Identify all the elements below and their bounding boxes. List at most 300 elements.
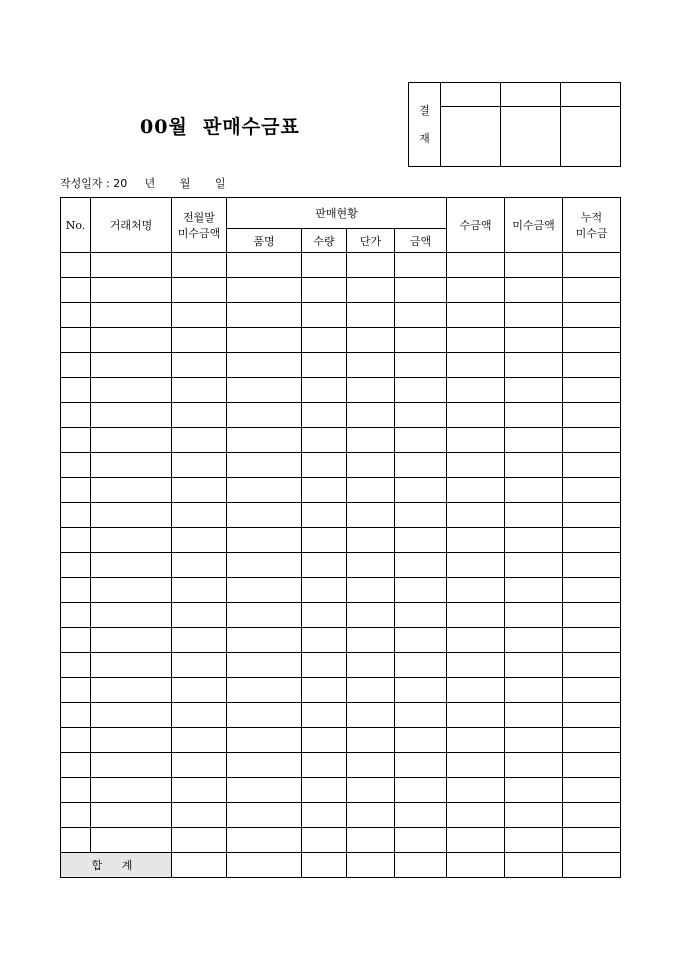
table-row xyxy=(61,428,621,453)
cell-no[interactable] xyxy=(61,428,91,453)
cell-unit-price[interactable] xyxy=(347,603,395,628)
cell-collected[interactable] xyxy=(447,603,505,628)
cell-no[interactable] xyxy=(61,828,91,853)
cell-client[interactable] xyxy=(91,578,172,603)
cell-no[interactable] xyxy=(61,603,91,628)
cell-amount[interactable] xyxy=(395,803,447,828)
cell-prev-outstanding[interactable] xyxy=(172,703,227,728)
cell-qty[interactable] xyxy=(302,328,347,353)
cell-qty[interactable] xyxy=(302,503,347,528)
page-title: 00월 판매수금표 xyxy=(140,116,300,138)
header-no: No. xyxy=(61,198,91,253)
table-row xyxy=(61,653,621,678)
table-row xyxy=(61,503,621,528)
cell-no[interactable] xyxy=(61,328,91,353)
cell-unit-price[interactable] xyxy=(347,728,395,753)
sales-collection-table xyxy=(60,197,621,878)
cell-unit-price[interactable] xyxy=(347,653,395,678)
cell-unit-price[interactable] xyxy=(347,678,395,703)
cell-no[interactable] xyxy=(61,253,91,278)
approver-sign-cell-2[interactable] xyxy=(501,107,561,167)
cell-item[interactable] xyxy=(227,353,302,378)
cell-prev-outstanding[interactable] xyxy=(172,253,227,278)
table-row xyxy=(61,403,621,428)
cell-amount[interactable] xyxy=(395,553,447,578)
cell-qty[interactable] xyxy=(302,628,347,653)
cell-item[interactable] xyxy=(227,553,302,578)
approver-title-cell-1[interactable] xyxy=(441,83,501,107)
header-qty: 수량 xyxy=(302,229,347,253)
cell-no[interactable] xyxy=(61,678,91,703)
cell-collected[interactable] xyxy=(447,553,505,578)
header-prev-outstanding xyxy=(172,198,227,253)
cell-unit-price[interactable] xyxy=(347,328,395,353)
cell-collected[interactable] xyxy=(447,728,505,753)
cell-amount[interactable] xyxy=(395,278,447,303)
cell-amount[interactable] xyxy=(395,653,447,678)
cell-item[interactable] xyxy=(227,378,302,403)
total-cell[interactable] xyxy=(172,853,227,878)
cell-qty[interactable] xyxy=(302,653,347,678)
cell-prev-outstanding[interactable] xyxy=(172,353,227,378)
cell-amount[interactable] xyxy=(395,303,447,328)
cell-cumulative[interactable] xyxy=(563,628,621,653)
cell-amount[interactable] xyxy=(395,378,447,403)
cell-collected[interactable] xyxy=(447,628,505,653)
cell-qty[interactable] xyxy=(302,453,347,478)
cell-collected[interactable] xyxy=(447,828,505,853)
cell-unit-price[interactable] xyxy=(347,553,395,578)
cell-outstanding[interactable] xyxy=(505,378,563,403)
cell-prev-outstanding[interactable] xyxy=(172,303,227,328)
cell-cumulative[interactable] xyxy=(563,578,621,603)
cell-cumulative[interactable] xyxy=(563,553,621,578)
table-row xyxy=(61,278,621,303)
cell-amount[interactable] xyxy=(395,628,447,653)
cell-outstanding[interactable] xyxy=(505,753,563,778)
cell-cumulative[interactable] xyxy=(563,278,621,303)
cell-unit-price[interactable] xyxy=(347,428,395,453)
cell-cumulative[interactable] xyxy=(563,528,621,553)
cell-no[interactable] xyxy=(61,753,91,778)
cell-item[interactable] xyxy=(227,428,302,453)
header-prev-line1: 전월말 xyxy=(183,211,215,224)
cell-client[interactable] xyxy=(91,628,172,653)
cell-prev-outstanding[interactable] xyxy=(172,828,227,853)
cell-outstanding[interactable] xyxy=(505,403,563,428)
cell-no[interactable] xyxy=(61,653,91,678)
cell-amount[interactable] xyxy=(395,528,447,553)
cell-item[interactable] xyxy=(227,728,302,753)
cell-prev-outstanding[interactable] xyxy=(172,728,227,753)
cell-prev-outstanding[interactable] xyxy=(172,503,227,528)
cell-collected[interactable] xyxy=(447,278,505,303)
cell-unit-price[interactable] xyxy=(347,578,395,603)
cell-qty[interactable] xyxy=(302,353,347,378)
table-row xyxy=(61,828,621,853)
cell-amount[interactable] xyxy=(395,778,447,803)
cell-unit-price[interactable] xyxy=(347,828,395,853)
cell-qty[interactable] xyxy=(302,728,347,753)
cell-qty[interactable] xyxy=(302,828,347,853)
cell-prev-outstanding[interactable] xyxy=(172,378,227,403)
cell-item[interactable] xyxy=(227,503,302,528)
cell-no[interactable] xyxy=(61,278,91,303)
cell-unit-price[interactable] xyxy=(347,503,395,528)
cell-client[interactable] xyxy=(91,328,172,353)
cell-qty[interactable] xyxy=(302,803,347,828)
cell-client[interactable] xyxy=(91,453,172,478)
cell-item[interactable] xyxy=(227,253,302,278)
cell-amount[interactable] xyxy=(395,703,447,728)
cell-collected[interactable] xyxy=(447,453,505,478)
cell-unit-price[interactable] xyxy=(347,278,395,303)
cell-unit-price[interactable] xyxy=(347,803,395,828)
cell-no[interactable] xyxy=(61,378,91,403)
cell-client[interactable] xyxy=(91,728,172,753)
cell-prev-outstanding[interactable] xyxy=(172,603,227,628)
cell-qty[interactable] xyxy=(302,553,347,578)
cell-unit-price[interactable] xyxy=(347,403,395,428)
cell-collected[interactable] xyxy=(447,803,505,828)
cell-item[interactable] xyxy=(227,578,302,603)
cell-cumulative[interactable] xyxy=(563,503,621,528)
cell-unit-price[interactable] xyxy=(347,528,395,553)
cell-item[interactable] xyxy=(227,403,302,428)
cell-prev-outstanding[interactable] xyxy=(172,578,227,603)
cell-collected[interactable] xyxy=(447,653,505,678)
cell-qty[interactable] xyxy=(302,303,347,328)
total-cell[interactable] xyxy=(302,853,347,878)
cell-cumulative[interactable] xyxy=(563,328,621,353)
cell-unit-price[interactable] xyxy=(347,353,395,378)
cell-amount[interactable] xyxy=(395,678,447,703)
cell-collected[interactable] xyxy=(447,428,505,453)
table-row xyxy=(61,353,621,378)
cell-no[interactable] xyxy=(61,353,91,378)
cell-no[interactable] xyxy=(61,578,91,603)
table-row xyxy=(61,578,621,603)
cell-cumulative[interactable] xyxy=(563,403,621,428)
cell-no[interactable] xyxy=(61,453,91,478)
cell-collected[interactable] xyxy=(447,703,505,728)
cell-client[interactable] xyxy=(91,528,172,553)
cell-item[interactable] xyxy=(227,753,302,778)
cell-qty[interactable] xyxy=(302,478,347,503)
cell-amount[interactable] xyxy=(395,253,447,278)
cell-prev-outstanding[interactable] xyxy=(172,278,227,303)
cell-outstanding[interactable] xyxy=(505,678,563,703)
cell-no[interactable] xyxy=(61,303,91,328)
cell-outstanding[interactable] xyxy=(505,503,563,528)
cell-amount[interactable] xyxy=(395,828,447,853)
table-row xyxy=(61,753,621,778)
cell-no[interactable] xyxy=(61,628,91,653)
header-cumulative xyxy=(563,198,621,253)
approval-box xyxy=(408,82,621,167)
cell-cumulative[interactable] xyxy=(563,378,621,403)
cell-item[interactable] xyxy=(227,453,302,478)
cell-qty[interactable] xyxy=(302,753,347,778)
cell-item[interactable] xyxy=(227,653,302,678)
cell-outstanding[interactable] xyxy=(505,603,563,628)
cell-cumulative[interactable] xyxy=(563,728,621,753)
total-cell[interactable] xyxy=(227,853,302,878)
cell-amount[interactable] xyxy=(395,478,447,503)
cell-cumulative[interactable] xyxy=(563,453,621,478)
cell-prev-outstanding[interactable] xyxy=(172,628,227,653)
table-row xyxy=(61,728,621,753)
cell-cumulative[interactable] xyxy=(563,353,621,378)
cell-outstanding[interactable] xyxy=(505,328,563,353)
cell-no[interactable] xyxy=(61,403,91,428)
cell-prev-outstanding[interactable] xyxy=(172,753,227,778)
cell-client[interactable] xyxy=(91,253,172,278)
cell-qty[interactable] xyxy=(302,278,347,303)
cell-outstanding[interactable] xyxy=(505,428,563,453)
header-client: 거래처명 xyxy=(91,198,172,253)
table-row xyxy=(61,678,621,703)
cell-prev-outstanding[interactable] xyxy=(172,453,227,478)
cell-no[interactable] xyxy=(61,553,91,578)
cell-unit-price[interactable] xyxy=(347,753,395,778)
cell-prev-outstanding[interactable] xyxy=(172,428,227,453)
cell-client[interactable] xyxy=(91,428,172,453)
cell-outstanding[interactable] xyxy=(505,353,563,378)
table-row xyxy=(61,453,621,478)
cell-collected[interactable] xyxy=(447,478,505,503)
cell-cumulative[interactable] xyxy=(563,603,621,628)
cell-cumulative[interactable] xyxy=(563,428,621,453)
total-cell[interactable] xyxy=(347,853,395,878)
cell-prev-outstanding[interactable] xyxy=(172,403,227,428)
cell-amount[interactable] xyxy=(395,503,447,528)
cell-item[interactable] xyxy=(227,803,302,828)
cell-prev-outstanding[interactable] xyxy=(172,778,227,803)
cell-outstanding[interactable] xyxy=(505,253,563,278)
cell-amount[interactable] xyxy=(395,453,447,478)
cell-amount[interactable] xyxy=(395,578,447,603)
cell-prev-outstanding[interactable] xyxy=(172,528,227,553)
cell-prev-outstanding[interactable] xyxy=(172,678,227,703)
cell-client[interactable] xyxy=(91,828,172,853)
cell-unit-price[interactable] xyxy=(347,253,395,278)
cell-collected[interactable] xyxy=(447,403,505,428)
total-cell[interactable] xyxy=(395,853,447,878)
table-row xyxy=(61,478,621,503)
cell-amount[interactable] xyxy=(395,753,447,778)
table-row xyxy=(61,603,621,628)
cell-client[interactable] xyxy=(91,378,172,403)
cell-outstanding[interactable] xyxy=(505,653,563,678)
date-line: 작성일자 : 20 년 월 일 xyxy=(60,177,226,190)
header-cum-line2: 미수금 xyxy=(575,227,608,240)
approver-sign-cell-1[interactable] xyxy=(441,107,501,167)
cell-cumulative[interactable] xyxy=(563,778,621,803)
cell-client[interactable] xyxy=(91,553,172,578)
cell-collected[interactable] xyxy=(447,353,505,378)
cell-unit-price[interactable] xyxy=(347,378,395,403)
cell-cumulative[interactable] xyxy=(563,303,621,328)
cell-qty[interactable] xyxy=(302,528,347,553)
cell-cumulative[interactable] xyxy=(563,678,621,703)
table-row xyxy=(61,328,621,353)
cell-outstanding[interactable] xyxy=(505,278,563,303)
cell-client[interactable] xyxy=(91,653,172,678)
cell-collected[interactable] xyxy=(447,303,505,328)
cell-collected[interactable] xyxy=(447,578,505,603)
cell-cumulative[interactable] xyxy=(563,478,621,503)
header-unit-price: 단가 xyxy=(347,229,395,253)
header-item: 품명 xyxy=(227,229,302,253)
cell-qty[interactable] xyxy=(302,778,347,803)
approval-label-bottom: 재 xyxy=(419,131,430,145)
cell-client[interactable] xyxy=(91,703,172,728)
cell-collected[interactable] xyxy=(447,753,505,778)
total-cell[interactable] xyxy=(505,853,563,878)
cell-collected[interactable] xyxy=(447,528,505,553)
table-row xyxy=(61,803,621,828)
cell-prev-outstanding[interactable] xyxy=(172,803,227,828)
total-label: 합 계 xyxy=(61,853,172,878)
cell-unit-price[interactable] xyxy=(347,628,395,653)
table-row xyxy=(61,778,621,803)
cell-item[interactable] xyxy=(227,628,302,653)
cell-outstanding[interactable] xyxy=(505,778,563,803)
cell-collected[interactable] xyxy=(447,503,505,528)
table-row xyxy=(61,528,621,553)
cell-item[interactable] xyxy=(227,528,302,553)
cell-amount[interactable] xyxy=(395,428,447,453)
cell-client[interactable] xyxy=(91,803,172,828)
cell-client[interactable] xyxy=(91,603,172,628)
header-outstanding: 미수금액 xyxy=(505,198,563,253)
cell-unit-price[interactable] xyxy=(347,303,395,328)
table-row xyxy=(61,628,621,653)
cell-item[interactable] xyxy=(227,678,302,703)
cell-outstanding[interactable] xyxy=(505,803,563,828)
total-cell[interactable] xyxy=(563,853,621,878)
cell-unit-price[interactable] xyxy=(347,778,395,803)
approval-label-top: 결 xyxy=(419,103,430,117)
header-prev-line2: 미수금액 xyxy=(177,227,221,240)
table-row xyxy=(61,253,621,278)
cell-cumulative[interactable] xyxy=(563,803,621,828)
cell-collected[interactable] xyxy=(447,778,505,803)
approval-label xyxy=(409,83,441,167)
cell-qty[interactable] xyxy=(302,678,347,703)
cell-no[interactable] xyxy=(61,528,91,553)
cell-outstanding[interactable] xyxy=(505,528,563,553)
cell-cumulative[interactable] xyxy=(563,703,621,728)
cell-client[interactable] xyxy=(91,278,172,303)
cell-outstanding[interactable] xyxy=(505,728,563,753)
cell-item[interactable] xyxy=(227,478,302,503)
cell-unit-price[interactable] xyxy=(347,453,395,478)
header-collected: 수금액 xyxy=(447,198,505,253)
cell-amount[interactable] xyxy=(395,728,447,753)
cell-collected[interactable] xyxy=(447,378,505,403)
cell-client[interactable] xyxy=(91,778,172,803)
cell-item[interactable] xyxy=(227,303,302,328)
cell-outstanding[interactable] xyxy=(505,703,563,728)
cell-collected[interactable] xyxy=(447,678,505,703)
cell-qty[interactable] xyxy=(302,253,347,278)
cell-client[interactable] xyxy=(91,678,172,703)
cell-no[interactable] xyxy=(61,703,91,728)
cell-prev-outstanding[interactable] xyxy=(172,653,227,678)
cell-no[interactable] xyxy=(61,478,91,503)
cell-qty[interactable] xyxy=(302,403,347,428)
cell-cumulative[interactable] xyxy=(563,753,621,778)
table-row xyxy=(61,303,621,328)
cell-prev-outstanding[interactable] xyxy=(172,553,227,578)
cell-outstanding[interactable] xyxy=(505,553,563,578)
cell-cumulative[interactable] xyxy=(563,253,621,278)
cell-item[interactable] xyxy=(227,703,302,728)
cell-prev-outstanding[interactable] xyxy=(172,478,227,503)
table-row xyxy=(61,378,621,403)
cell-amount[interactable] xyxy=(395,603,447,628)
table-row xyxy=(61,553,621,578)
cell-qty[interactable] xyxy=(302,378,347,403)
approver-sign-cell-3[interactable] xyxy=(561,107,621,167)
cell-unit-price[interactable] xyxy=(347,478,395,503)
cell-qty[interactable] xyxy=(302,578,347,603)
cell-no[interactable] xyxy=(61,728,91,753)
approver-title-cell-3[interactable] xyxy=(561,83,621,107)
cell-outstanding[interactable] xyxy=(505,828,563,853)
cell-client[interactable] xyxy=(91,353,172,378)
cell-cumulative[interactable] xyxy=(563,828,621,853)
approver-title-cell-2[interactable] xyxy=(501,83,561,107)
cell-item[interactable] xyxy=(227,778,302,803)
cell-outstanding[interactable] xyxy=(505,628,563,653)
header-sales-status: 판매현황 xyxy=(227,198,447,229)
cell-prev-outstanding[interactable] xyxy=(172,328,227,353)
cell-client[interactable] xyxy=(91,753,172,778)
cell-outstanding[interactable] xyxy=(505,478,563,503)
cell-no[interactable] xyxy=(61,778,91,803)
cell-outstanding[interactable] xyxy=(505,303,563,328)
cell-client[interactable] xyxy=(91,403,172,428)
cell-item[interactable] xyxy=(227,603,302,628)
cell-unit-price[interactable] xyxy=(347,703,395,728)
header-amount: 금액 xyxy=(395,229,447,253)
cell-amount[interactable] xyxy=(395,353,447,378)
cell-amount[interactable] xyxy=(395,403,447,428)
cell-outstanding[interactable] xyxy=(505,578,563,603)
cell-amount[interactable] xyxy=(395,328,447,353)
total-cell[interactable] xyxy=(447,853,505,878)
cell-outstanding[interactable] xyxy=(505,453,563,478)
cell-no[interactable] xyxy=(61,803,91,828)
header-cum-line1: 누적 xyxy=(580,211,603,224)
cell-no[interactable] xyxy=(61,503,91,528)
cell-collected[interactable] xyxy=(447,253,505,278)
cell-qty[interactable] xyxy=(302,603,347,628)
cell-client[interactable] xyxy=(91,303,172,328)
cell-client[interactable] xyxy=(91,503,172,528)
cell-cumulative[interactable] xyxy=(563,653,621,678)
cell-client[interactable] xyxy=(91,478,172,503)
cell-item[interactable] xyxy=(227,278,302,303)
cell-item[interactable] xyxy=(227,828,302,853)
cell-qty[interactable] xyxy=(302,703,347,728)
cell-item[interactable] xyxy=(227,328,302,353)
cell-qty[interactable] xyxy=(302,428,347,453)
cell-collected[interactable] xyxy=(447,328,505,353)
